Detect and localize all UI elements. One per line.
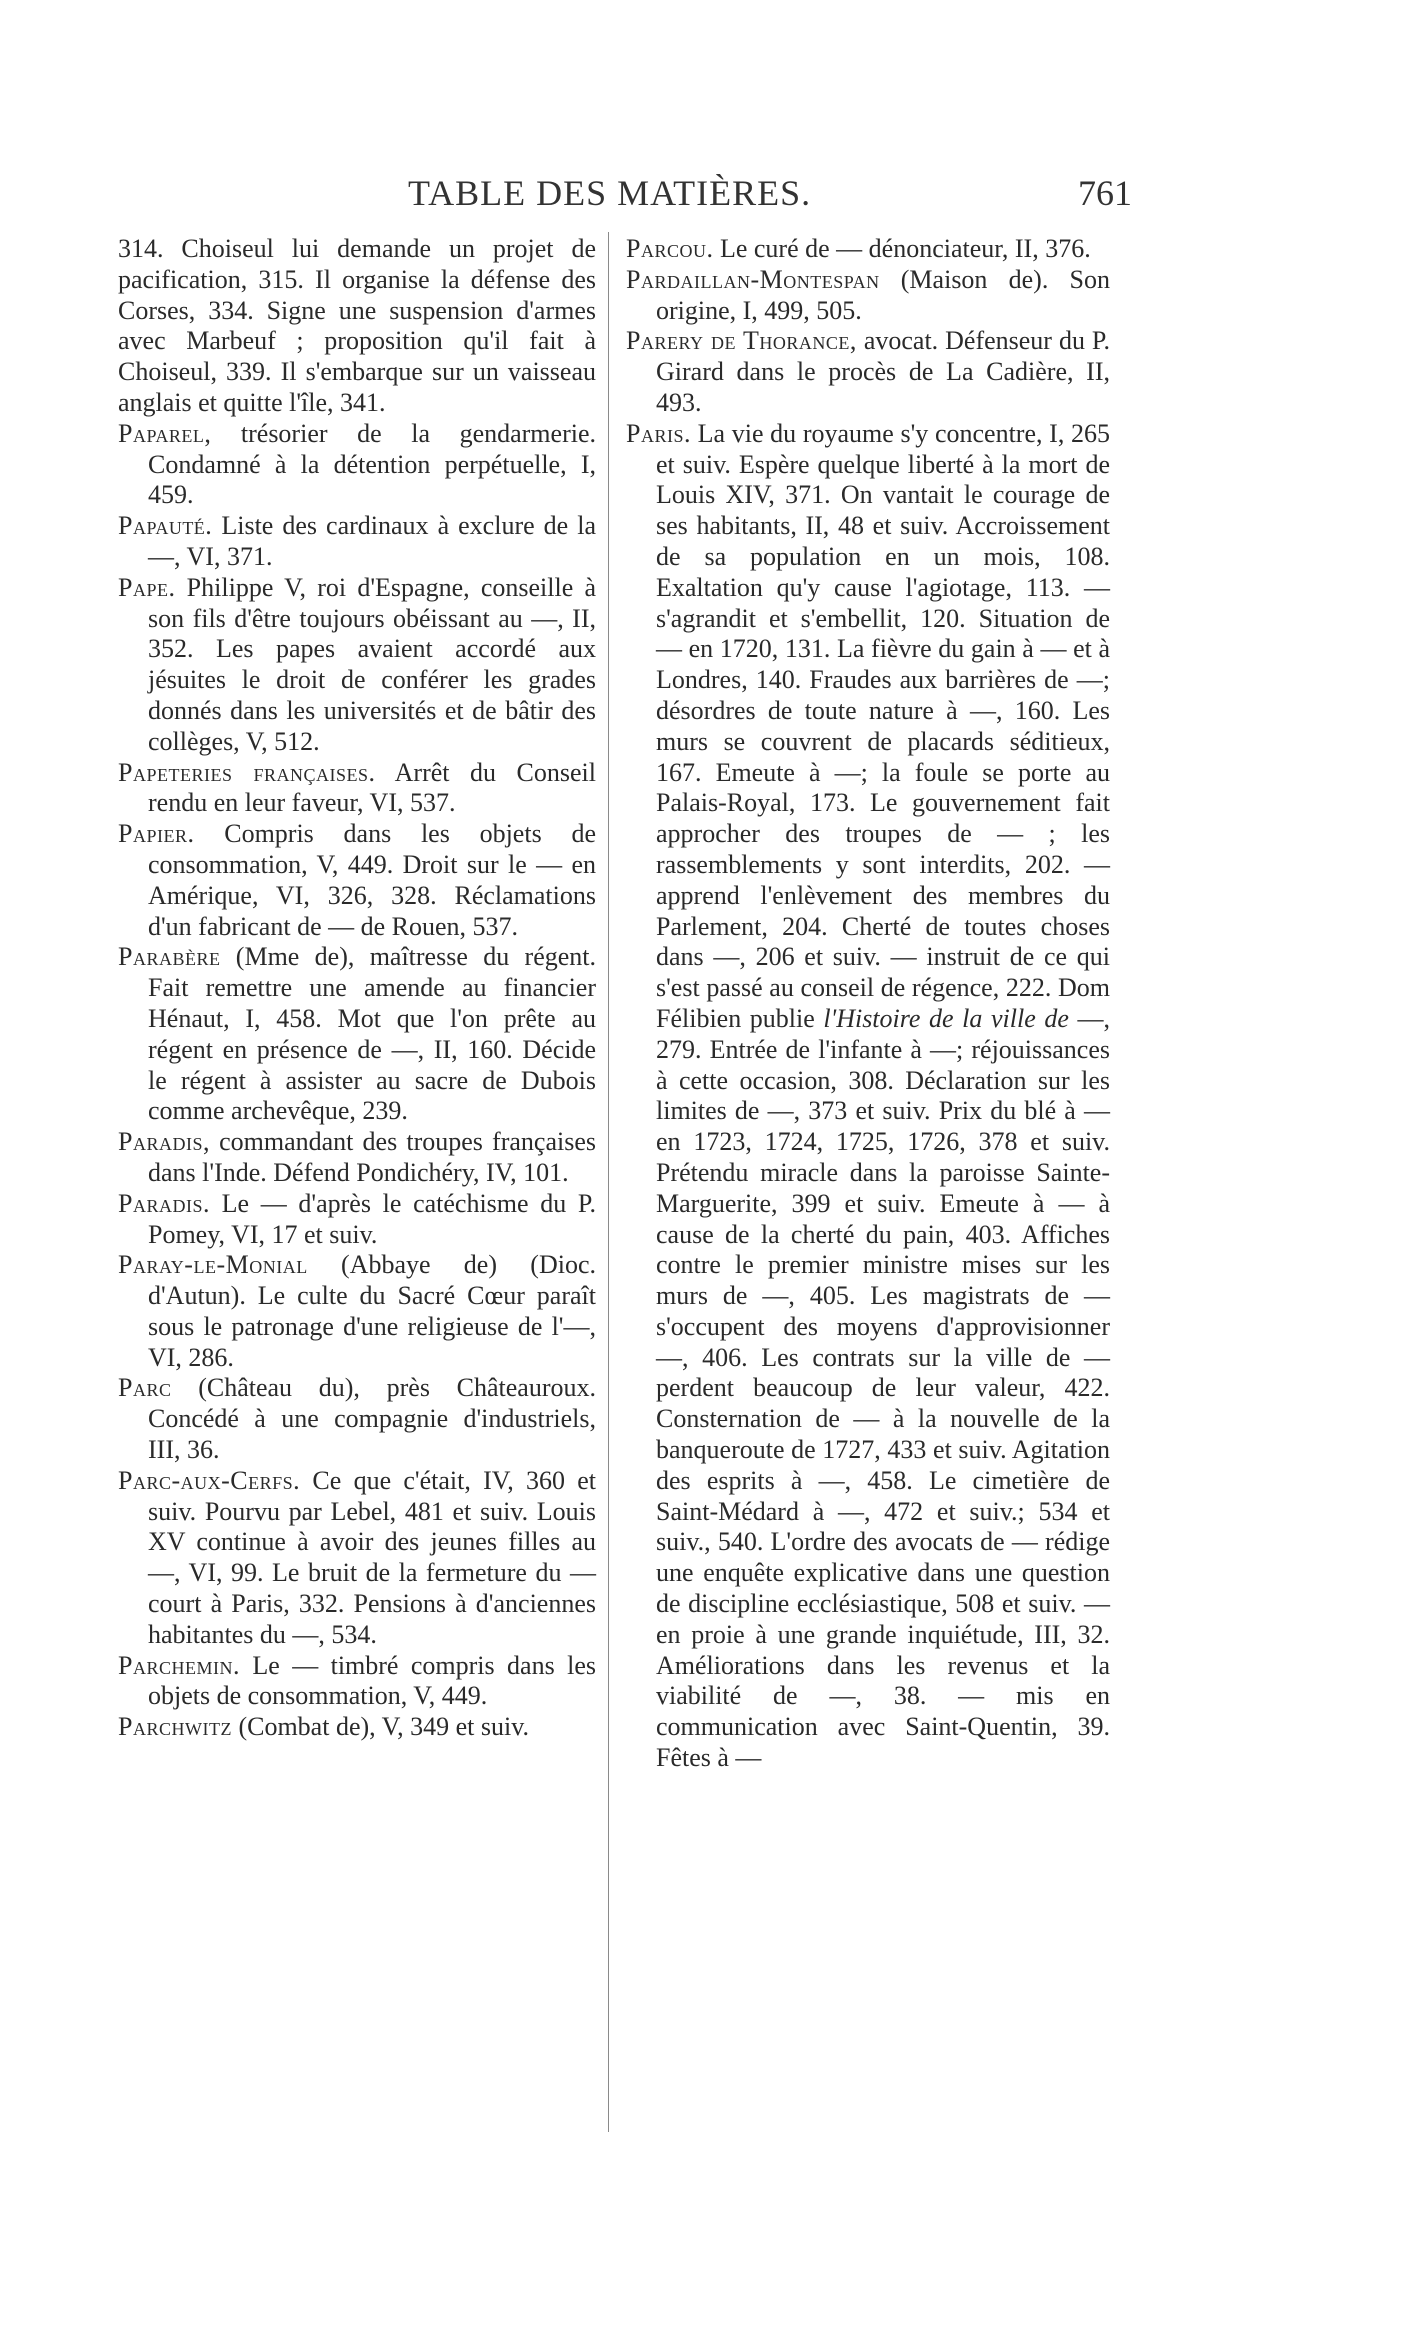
entry-text: Le — timbré compris dans les objets de consommation, V, 449.: [148, 1650, 596, 1711]
running-title: TABLE DES MATIÈRES.: [408, 173, 812, 213]
entry-head: Papauté.: [118, 511, 213, 541]
index-entry: [626, 326, 1110, 418]
entry-head: Pape.: [118, 572, 176, 602]
index-entry: [626, 265, 1110, 327]
entry-text: Compris dans les objets de consommation, V, 449. Droit sur le — en Amérique, VI, 326, 328. Réclamations d'un fabricant de — de Rouen, 537.: [148, 819, 596, 941]
entry-head: Papier.: [118, 819, 195, 849]
index-entry: [118, 419, 596, 511]
entry-head: Parcou.: [626, 234, 714, 263]
index-entry: [118, 1189, 596, 1251]
entry-text: trésorier de la gendarmerie. Condamné à la détention perpétuelle, I, 459.: [148, 418, 596, 510]
index-entry: [118, 1250, 596, 1373]
entry-head: Pardaillan-Montespan: [626, 264, 880, 294]
entry-text: Arrêt du Conseil rendu en leur faveur, VI, 537.: [148, 757, 596, 818]
entry-text: commandant des troupes françaises dans l'Inde. Défend Pondichéry, IV, 101.: [148, 1127, 596, 1187]
entry-head: Parery de Thorance,: [626, 326, 857, 356]
index-entry: [118, 1373, 596, 1465]
entry-text: avocat. Défenseur du P. Girard dans le procès de La Cadière, II, 493.: [656, 326, 1110, 417]
entry-head: Parc: [118, 1373, 172, 1403]
entry-head: Paradis.: [118, 1188, 210, 1218]
entry-head: Papeteries françaises.: [118, 757, 376, 787]
page-number: 761: [1078, 173, 1132, 213]
book-title: l'Histoire de la ville de: [823, 1003, 1069, 1033]
entry-text: (Château du), près Châteauroux. Concédé à une compagnie d'industriels, III, 36.: [148, 1373, 596, 1465]
index-entry: [118, 942, 596, 1127]
index-entry: [118, 511, 596, 573]
entry-text: Le — d'après le catéchisme du P. Pomey, VI, 17 et suiv.: [148, 1188, 596, 1249]
column-divider: [608, 232, 609, 2132]
entry-head: Paray-le-Monial: [118, 1250, 308, 1280]
entry-text: Le curé de — dénonciateur, II, 376.: [713, 234, 1091, 263]
entry-text: Philippe V, roi d'Espagne, conseille à son fils d'être toujours obéissant au —, II, 352. Les papes avaient accordé aux jésuites le droit de conférer les grades donnés dans les universités et de bâtir des collèges, V, 512.: [148, 572, 596, 756]
right-column: [626, 234, 1110, 1774]
entry-head: Paparel,: [118, 418, 212, 448]
entry-text: (Combat de), V, 349 et suiv.: [231, 1712, 530, 1742]
index-entry: [118, 573, 596, 758]
index-entry: [118, 1127, 596, 1189]
entry-text: La vie du royaume s'y concentre, I, 265 et suiv. Espère quelque liberté à la mort de Louis XIV, 371. On vantait le courage de ses habitants, II, 48 et suiv. Accroissement de sa population en un mois, 108. Exaltation qu'y cause l'agiotage, 113. — s'agrandit et s'embellit, 120. Situation de — en 1720, 131. La fièvre du gain à — et à Londres, 140. Fraudes aux barrières de —; désordres de toute nature à —, 160. Les murs se couvrent de placards séditieux, 167. Emeute à —; la foule se porte au Palais-Royal, 173. Le gouvernement fait approcher des troupes de — ; les rassemblements y sont interdits, 202. — apprend l'enlèvement des membres du Parlement, 204. Cherté de toutes choses dans —, 206 et suiv. — instruit de ce qui s'est passé au conseil de régence, 222. Dom Félibien publie: [656, 418, 1110, 1033]
index-entry: [626, 234, 1110, 265]
entry-text: (Abbaye de) (Dioc. d'Autun). Le culte du Sacré Cœur paraît sous le patronage d'une religieuse de l'—, VI, 286.: [148, 1250, 596, 1372]
entry-text: (Maison de). Son origine, I, 499, 505.: [656, 264, 1110, 325]
entry-head: Parabère: [118, 942, 221, 972]
index-entry: [626, 419, 1110, 1774]
entry-text: Ce que c'était, IV, 360 et suiv. Pourvu par Lebel, 481 et suiv. Louis XV continue à avoir des jeunes filles au —, VI, 99. Le bruit de la fermeture du — court à Paris, 332. Pensions à d'anciennes habitantes du —, 534.: [148, 1465, 596, 1649]
left-column: [118, 234, 596, 1743]
index-entry: [118, 1712, 596, 1743]
entry-head: Paris.: [626, 418, 691, 448]
index-entry: [118, 819, 596, 942]
entry-head: Parchwitz: [118, 1712, 232, 1742]
entry-head: Parchemin.: [118, 1650, 240, 1680]
entry-text-continued: —, 279. Entrée de l'infante à —; réjouissances à cette occasion, 308. Déclaration sur les limites de —, 373 et suiv. Prix du blé à — en 1723, 1724, 1725, 1726, 378 et suiv. Prétendu miracle dans la paroisse Sainte-Marguerite, 399 et suiv. Emeute à — à cause de la cherté du pain, 403. Affiches contre le premier ministre mises sur les murs de —, 405. Les magistrats de — s'occupent des moyens d'approvisionner —, 406. Les contrats sur la ville de — perdent beaucoup de leur valeur, 422. Consternation de — à la nouvelle de la banqueroute de 1727, 433 et suiv. Agitation des esprits à —, 458. Le cimetière de Saint-Médard à —, 472 et suiv.; 534 et suiv., 540. L'ordre des avocats de — rédige une enquête explicative dans une question de discipline ecclésiastique, 508 et suiv. — en proie à une grande inquiétude, III, 32. Améliorations dans les revenus et la viabilité de —, 38. — mis en communication avec Saint-Quentin, 39. Fêtes à —: [656, 1003, 1111, 1773]
entry-head: Paradis,: [118, 1127, 210, 1157]
entry-text: (Mme de), maîtresse du régent. Fait remettre une amende au financier Hénaut, I, 458. Mot que l'on prête au régent en présence de —, II, 160. Décide le régent à assister au sacre de Dubois comme archevêque, 239.: [148, 942, 596, 1126]
index-entry: [118, 1651, 596, 1713]
index-entry: [118, 1466, 596, 1651]
entry-text: 314. Choiseul lui demande un projet de pacification, 315. Il organise la défense des Corses, 334. Signe une suspension d'armes avec Marbeuf ; proposition qu'il fait à Choiseul, 339. Il s'embarque sur un vaisseau anglais et quitte l'île, 341.: [118, 234, 596, 417]
index-entry: [118, 758, 596, 820]
entry-head: Parc-aux-Cerfs.: [118, 1465, 301, 1495]
index-entry: [118, 234, 596, 419]
entry-text: Liste des cardinaux à exclure de la —, VI, 371.: [148, 511, 596, 571]
